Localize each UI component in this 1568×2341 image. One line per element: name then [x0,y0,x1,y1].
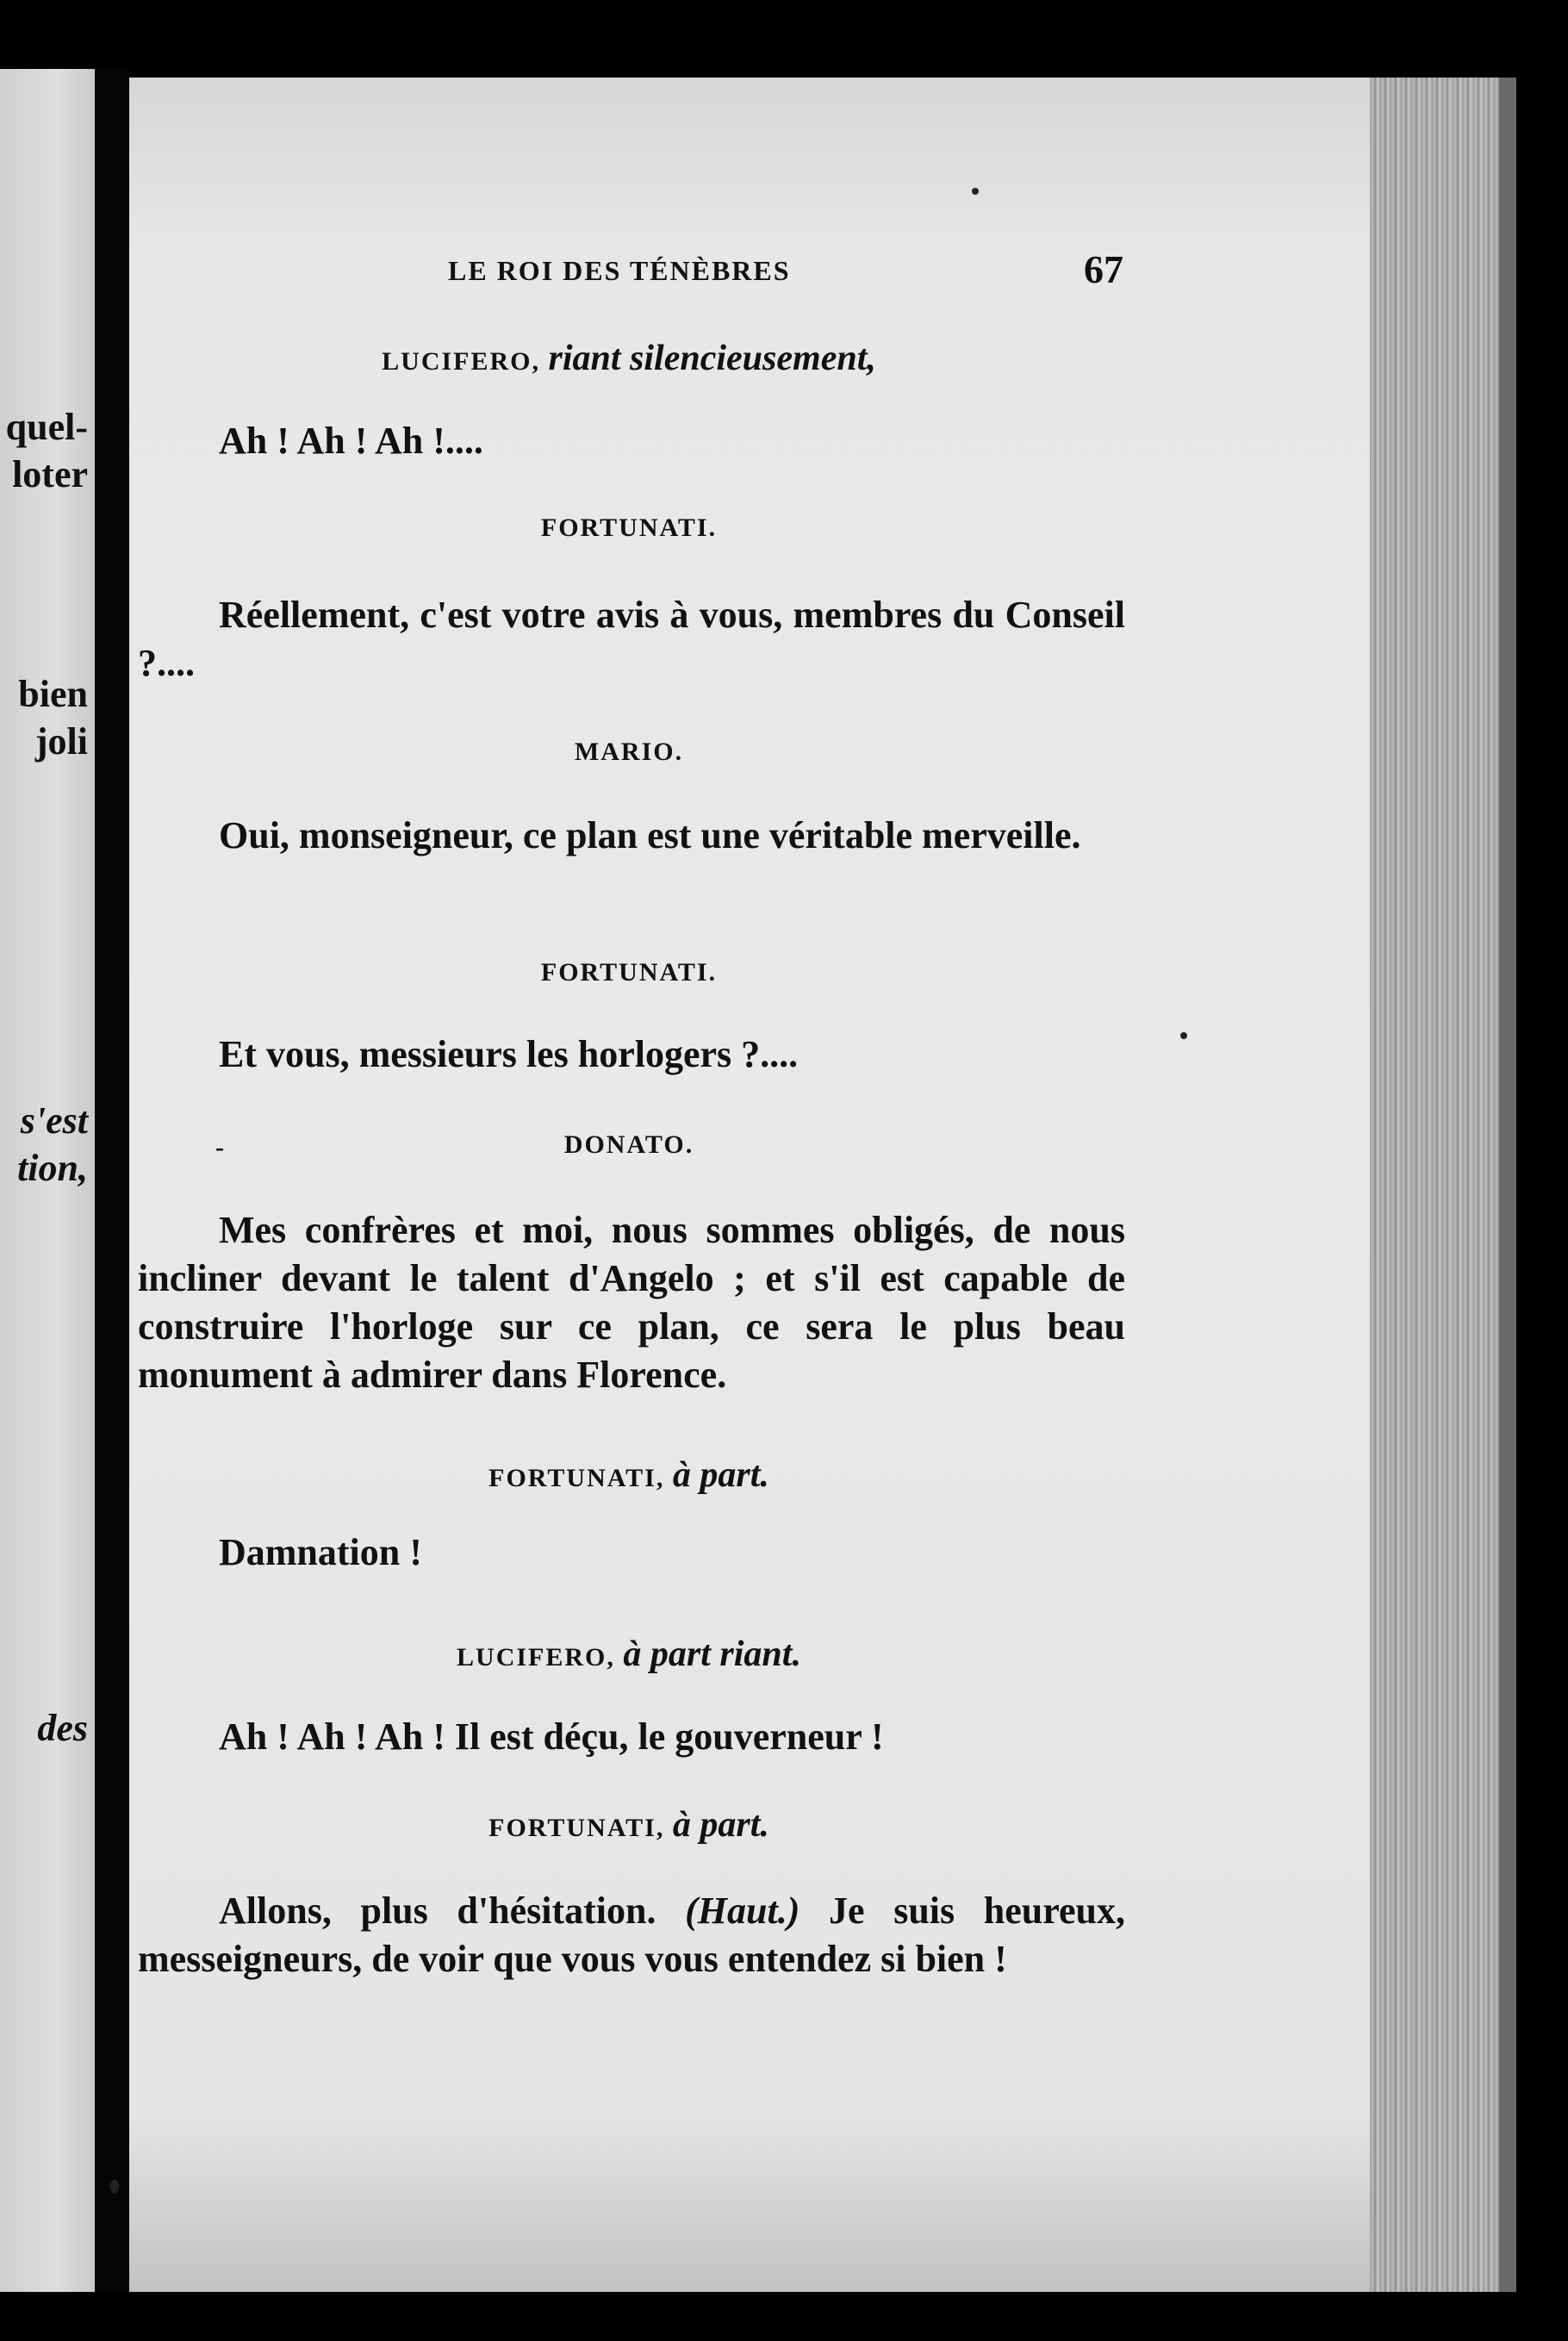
speaker-heading [0,1454,1258,1496]
speaker-name: FORTUNATI, [488,1464,665,1492]
speck [110,2180,119,2194]
speaker-name: LUCIFERO, [382,347,540,376]
dialogue-line: Réellement, c'est votre avis à vous, membres du Conseil ?.... [138,594,1125,684]
dialogue-line [138,1887,1125,1983]
left-fragment-text: tion, [17,1147,88,1189]
running-head: LE ROI DES TÉNÈBRES [448,255,791,286]
scan-border-bottom [0,2292,1568,2341]
speaker-heading [0,1634,1258,1675]
speaker-heading [0,1130,1258,1160]
page-edges [1370,78,1516,2292]
dialogue-text: Je suis heureux, messeigneurs, de voir que vous vous entendez si bien ! [138,1890,1125,1980]
speck [972,188,979,195]
speaker-name: FORTUNATI, [488,1814,665,1842]
page-number: 67 [1084,247,1123,291]
left-fragment-text: bien [18,673,88,715]
left-fragment-text: des [37,1707,88,1749]
speaker-heading [0,958,1258,987]
speaker-heading [0,738,1258,767]
speaker-heading [0,1804,1258,1846]
dialogue-line: Oui, monseigneur, ce plan est une véritable merveille. [219,814,1081,856]
page-edges-shadow [1499,78,1516,2292]
stage-direction-inline: (Haut.) [685,1890,800,1932]
speaker-name: LUCIFERO, [457,1643,615,1672]
scan-border-top [0,0,1568,82]
stage-direction: riant silencieusement, [548,339,876,378]
book-gutter [95,69,129,2292]
stage-direction: à part. [672,1455,769,1495]
left-fragment-text: quel- [5,406,88,448]
speck [1180,1032,1187,1039]
speaker-name: DONATO. [563,1130,694,1159]
dialogue-text: Allons, plus d'hésitation. [219,1890,656,1932]
dialogue-line: Ah ! Ah ! Ah ! Il est déçu, le gouverneur ! [219,1715,884,1758]
stage-direction: à part. [672,1805,769,1845]
speaker-heading [0,338,1258,379]
stage-direction: à part riant. [623,1634,801,1674]
dialogue-line: Et vous, messieurs les horlogers ?.... [219,1033,799,1075]
left-fragment-text: s'est [20,1099,88,1142]
left-fragment-text: loter [12,453,88,495]
speaker-name: FORTUNATI. [540,958,718,987]
stray-mark: - [215,1133,224,1161]
dialogue-line: Damnation ! [219,1531,422,1573]
speaker-name: MARIO. [574,738,684,766]
speaker-name: FORTUNATI. [540,514,718,542]
scan-border-right [1516,0,1568,2341]
dialogue-line: Ah ! Ah ! Ah !.... [219,420,483,462]
facing-page-fragment [0,69,95,2292]
dialogue-line: Mes confrères et moi, nous sommes obligés, de nous incliner devant le talent d'Angelo ; et s'il est capable de construire l'horloge sur ce plan, ce sera le plus beau monument à admirer dans Florence. [138,1209,1125,1396]
speaker-heading [0,514,1258,543]
left-fragment-text: joli [34,720,88,763]
